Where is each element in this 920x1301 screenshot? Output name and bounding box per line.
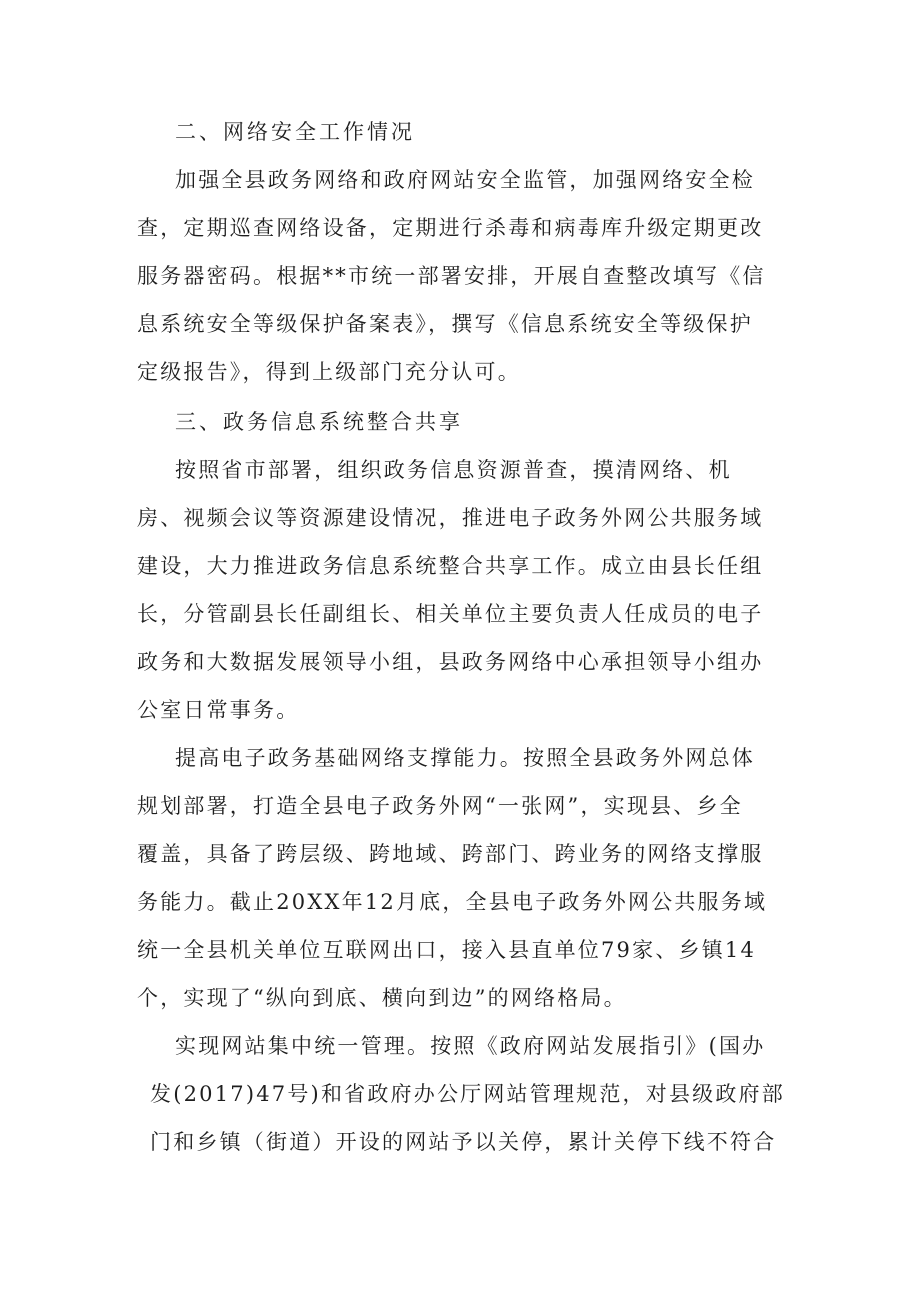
section-heading-network-security: 二、网络安全工作情况 <box>175 120 415 144</box>
paragraph-line: 覆盖，具备了跨层级、跨地域、跨部门、跨业务的网络支撑服 <box>137 842 764 866</box>
paragraph-line: 息系统安全等级保护备案表》，撰写《信息系统安全等级保护 <box>137 312 753 336</box>
paragraph-line: 服务器密码。根据**市统一部署安排，开展自查整改填写《信 <box>137 264 766 288</box>
paragraph-line: 房、视频会议等资源建设情况，推进电子政务外网公共服务域 <box>137 506 764 530</box>
paragraph-line: 公室日常事务。 <box>137 698 300 722</box>
paragraph-line: 长，分管副县长任副组长、相关单位主要负责人任成员的电子 <box>137 602 764 626</box>
paragraph-line: 个，实现了“纵向到底、横向到边”的网络格局。 <box>137 986 627 1010</box>
paragraph-line: 实现网站集中统一管理。按照《政府网站发展指引》(国办 <box>175 1034 766 1058</box>
paragraph-line: 发(2017)47号)和省政府办公厅网站管理规范，对县级政府部 <box>150 1082 785 1106</box>
paragraph-line: 提高电子政务基础网络支撑能力。按照全县政务外网总体 <box>175 746 755 770</box>
section-heading-info-system-integration: 三、政务信息系统整合共享 <box>175 410 463 434</box>
paragraph-line: 定级报告》，得到上级部门充分认可。 <box>137 360 521 384</box>
paragraph-line: 规划部署，打造全县电子政务外网“一张网”，实现县、乡全 <box>137 794 743 818</box>
paragraph-line: 务能力。截止20XX年12月底，全县电子政务外网公共服务域 <box>137 890 768 914</box>
paragraph-line: 加强全县政务网络和政府网站安全监管，加强网络安全检 <box>175 168 755 192</box>
paragraph-line: 查，定期巡查网络设备，定期进行杀毒和病毒库升级定期更改 <box>137 216 764 240</box>
paragraph-line: 门和乡镇（街道）开设的网站予以关停，累计关停下线不符合 <box>150 1130 777 1154</box>
paragraph-line: 政务和大数据发展领导小组，县政务网络中心承担领导小组办 <box>137 650 764 674</box>
paragraph-line: 统一全县机关单位互联网出口，接入县直单位79家、乡镇14 <box>137 938 757 962</box>
paragraph-line: 建设，大力推进政务信息系统整合共享工作。成立由县长任组 <box>137 554 764 578</box>
paragraph-line: 按照省市部署，组织政务信息资源普查，摸清网络、机 <box>175 458 732 482</box>
